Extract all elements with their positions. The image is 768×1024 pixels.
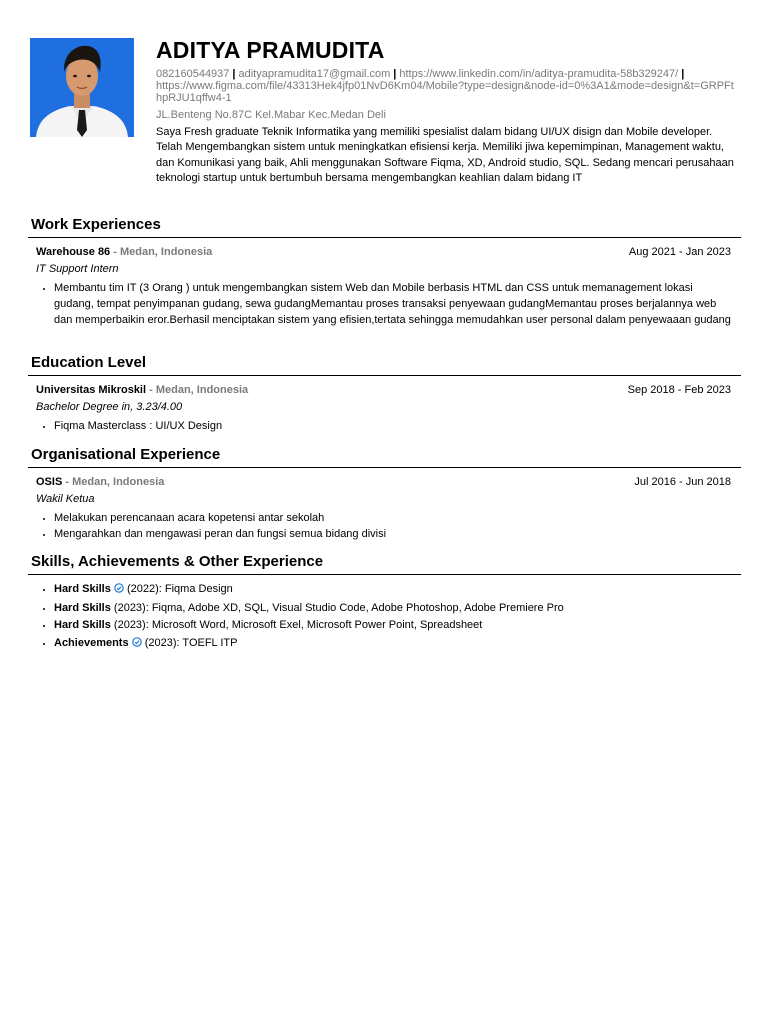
education-section: [28, 354, 741, 434]
skills-entry: [28, 575, 741, 653]
person-portrait-icon: [30, 38, 134, 137]
list-item: • Fiqma Masterclass : UI/UX Design: [54, 418, 731, 434]
separator: |: [681, 68, 685, 80]
organisation-dates: Jul 2016 - Jun 2018: [634, 476, 731, 488]
portfolio-link[interactable]: https://www.figma.com/file/43313Hek4jfp01NvD6Km04/Mobile?type=design&node-id=0%3A1&mode=design&t=GRPFthpRJU1qffw4-1: [156, 80, 734, 104]
contact-line: [156, 68, 736, 104]
institution-location: Medan, Indonesia: [155, 384, 249, 396]
institution-name: Universitas Mikroskil: [36, 384, 147, 396]
organisation-role: Wakil Ketua: [36, 493, 95, 505]
separator: |: [232, 68, 236, 80]
section-title: Work Experiences: [28, 216, 741, 238]
organisation-entry: OSIS - Medan, Indonesia Jul 2016 - Jun 2018 Wakil Ketua • Melakukan perencanaan acara kopetensi antar sekolah • Mengarahkan dan mengawasi peran dan fungsi semua bidang divisi: [28, 468, 741, 542]
verified-check-icon: [132, 636, 142, 654]
job-title: IT Support Intern: [36, 263, 119, 275]
list-item: [54, 635, 731, 654]
list-item: [54, 600, 731, 618]
organisation-bullets: [36, 510, 731, 542]
verified-check-icon: [114, 582, 124, 600]
skill-label: Achievements: [54, 636, 129, 649]
email-link[interactable]: adityapramudita17@gmail.com: [238, 68, 391, 80]
skill-label: Hard Skills: [54, 619, 111, 631]
organisation-name: OSIS: [36, 476, 63, 488]
skill-detail: (2023): Microsoft Word, Microsoft Exel, Microsoft Power Point, Spreadsheet: [110, 619, 483, 631]
work-entry: Warehouse 86 - Medan, Indonesia Aug 2021 - Jan 2023 IT Support Intern • Membantu tim IT (3 Orang ) untuk mengembangkan sistem Web dan Mobile berbasis HTML dan CSS untuk memanagement lokasi gudang, tempat penyimpanan gudang, sewa gudangMemantau proses transaksi penyewaan gudangMemantau proses berjalannya web dan memperbaikin eror.Berhasil menciptakan sistem yang efisien,tertata sehingga memudahkan user personal dalam penyewaaan gudang: [28, 238, 741, 328]
skill-label: Hard Skills: [54, 601, 111, 614]
education-entry: Universitas Mikroskil - Medan, Indonesia Sep 2018 - Feb 2023 Bachelor Degree in, 3.23/4.00 • Fiqma Masterclass : UI/UX Design: [28, 376, 741, 434]
phone-number: 082160544937: [156, 68, 230, 80]
work-experience-section: [28, 216, 741, 328]
profile-summary: Saya Fresh graduate Teknik Informatika yang memiliki spesialist dalam bidang UI/UX disign dan Mobile developer. Telah Mengembangkan sistem untuk meningkatkan efisiensi kerja. Memiliki jiwa kepemimpinan, Management waktu, dan Komunikasi yang baik, Ahli menggunakan Software Fiqma, XD, Android studio, SQL. Sedang mencari perusahaan teknologi startup untuk bertumbuh bersama mengembangkan keahlian dalam bidang IT: [156, 126, 734, 184]
address: JL.Benteng No.87C Kel.Mabar Kec.Medan Deli: [156, 109, 386, 121]
skills-list: [36, 581, 731, 653]
separator: |: [393, 68, 397, 80]
list-item: [54, 581, 731, 600]
employment-dates: Aug 2021 - Jan 2023: [628, 246, 731, 258]
profile-photo: [30, 38, 134, 137]
linkedin-link[interactable]: https://www.linkedin.com/in/aditya-pramudita-58b329247/: [399, 68, 679, 80]
resume-header: [156, 36, 736, 186]
skills-section: [28, 553, 741, 653]
skill-detail: (2022): Fiqma Design: [123, 583, 233, 595]
list-item: • Membantu tim IT (3 Orang ) untuk mengembangkan sistem Web dan Mobile berbasis HTML dan CSS untuk memanagement lokasi gudang, tempat penyimpanan gudang, sewa gudangMemantau proses transaksi penyewaan gudangMemantau proses berjalannya web dan memperbaikin eror.Berhasil menciptakan sistem yang efisien,tertata sehingga memudahkan user personal dalam penyewaaan gudang: [54, 280, 731, 328]
section-title: Organisational Experience: [28, 446, 741, 468]
list-item: • Mengarahkan dan mengawasi peran dan fungsi semua bidang divisi: [54, 526, 731, 542]
section-title: Skills, Achievements & Other Experience: [28, 553, 741, 575]
organisation-section: [28, 446, 741, 542]
skill-label: Hard Skills: [54, 583, 111, 595]
organisation-location: Medan, Indonesia: [72, 476, 165, 488]
employer-location: Medan, Indonesia: [119, 246, 213, 258]
candidate-name: ADITYA PRAMUDITA: [156, 37, 385, 63]
work-bullets: [36, 280, 731, 328]
education-dates: Sep 2018 - Feb 2023: [627, 384, 731, 396]
section-title: Education Level: [28, 354, 741, 376]
skill-detail: (2023): Fiqma, Adobe XD, SQL, Visual Studio Code, Adobe Photoshop, Adobe Premiere Pro: [110, 601, 564, 614]
education-bullets: [36, 418, 731, 434]
skill-detail: (2023): TOEFL ITP: [141, 636, 238, 649]
list-item: • Melakukan perencanaan acara kopetensi antar sekolah: [54, 510, 731, 526]
list-item: [54, 617, 731, 635]
degree: Bachelor Degree in, 3.23/4.00: [36, 401, 183, 413]
employer-name: Warehouse 86: [36, 246, 111, 258]
